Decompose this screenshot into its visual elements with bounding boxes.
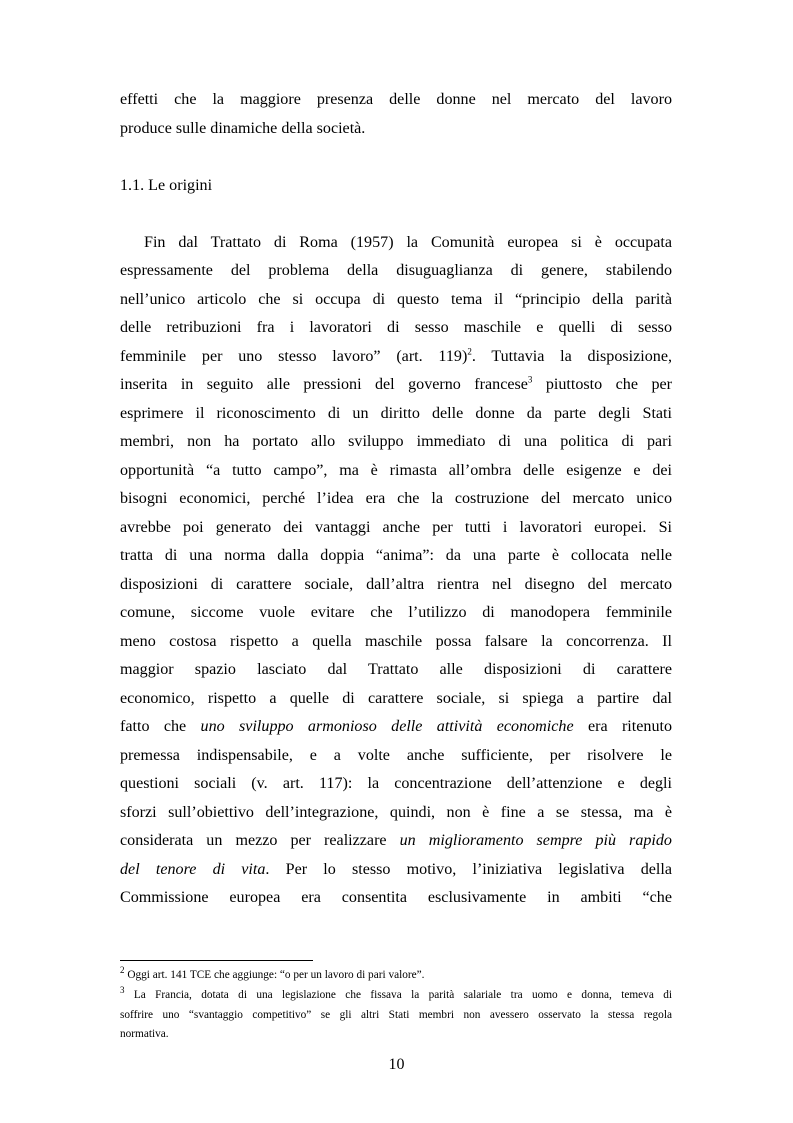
italic-run: un miglioramento sempre più rapido (399, 832, 672, 849)
paragraph-line: maggior spazio lasciato dal Trattato alle disposizioni di carattere (120, 661, 672, 678)
paragraph-line (120, 827, 672, 856)
paragraph-line (120, 713, 672, 742)
paragraph-line: esprimere il riconoscimento di un diritto delle donne da parte degli Stati (120, 404, 672, 422)
footnote-text: La Francia, dotata di una legislazione che fissava la parità salariale tra uomo e donna, temeva di (124, 988, 672, 1001)
text-run: femminile per uno stesso lavoro” (art. 119) (120, 347, 468, 365)
page-body (120, 86, 672, 913)
footnote-3-line: normativa. (120, 1028, 169, 1041)
paragraph-line: premessa indispensabile, e a volte anche sufficiente, per risolvere le (120, 746, 672, 764)
paragraph-line: questioni sociali (v. art. 117): la concentrazione dell’attenzione e degli (120, 775, 672, 792)
text-run: . Tuttavia la disposizione, (471, 347, 672, 365)
text-run: piuttosto che per (532, 376, 672, 393)
paragraph-line: Fin dal Trattato di Roma (1957) la Comunità europea si è occupata (144, 233, 672, 251)
italic-run: del tenore di vita (120, 860, 266, 878)
body-text (120, 86, 672, 913)
paragraph-line: avrebbe poi generato dei vantaggi anche per tutti i lavoratori europei. Si (120, 518, 672, 536)
blank-line (120, 200, 672, 229)
text-run: era ritenuto (573, 718, 673, 735)
paragraph-line: bisogni economici, perché l’idea era che la costruzione del mercato unico (120, 490, 672, 507)
paragraph-line: espressamente del problema della disuguaglianza di genere, stabilendo (120, 262, 672, 279)
paragraph-line (120, 856, 672, 885)
italic-run: uno sviluppo armonioso delle attività economiche (200, 718, 574, 735)
paragraph-line: delle retribuzioni fra i lavoratori di sesso maschile e quelli di sesso (120, 319, 672, 336)
footnote-separator (120, 960, 313, 961)
paragraph-line: membri, non ha portato allo sviluppo immediato di una politica di pari (120, 433, 672, 450)
footnote-text: Oggi art. 141 TCE che aggiunge: “o per un lavoro di pari valore”. (124, 969, 425, 981)
footnote-3-line: soffrire uno “svantaggio competitivo” se gli altri Stati membri non avessero osservato la stessa regola (120, 1008, 672, 1021)
paragraph-line: tratta di una norma dalla doppia “anima”: da una parte è collocata nelle (120, 547, 672, 564)
footnote-2 (120, 966, 672, 986)
footnote-marker: 2 (120, 965, 125, 976)
page-number: 10 (388, 1056, 405, 1073)
footnotes (120, 966, 672, 1045)
paragraph-line: comune, siccome vuole evitare che l’utilizzo di manodopera femminile (120, 604, 672, 621)
section-heading: 1.1. Le origini (120, 176, 213, 194)
paragraph-line: economico, rispetto a quelle di carattere sociale, si spiega a partire dal (120, 689, 672, 707)
intro-line: effetti che la maggiore presenza delle donne nel mercato del lavoro (120, 91, 672, 108)
intro-line: produce sulle dinamiche della società. (120, 119, 366, 137)
text-run: considerata un mezzo per realizzare (120, 832, 400, 849)
footnote-3 (120, 986, 672, 1006)
paragraph-line: sforzi sull’obiettivo dell’integrazione, quindi, non è fine a se stessa, ma è (120, 803, 672, 821)
paragraph-line: nell’unico articolo che si occupa di questo tema il “principio della parità (120, 290, 672, 308)
paragraph-line: opportunità “a tutto campo”, ma è rimasta all’ombra delle esigenze e dei (120, 461, 672, 479)
text-run: fatto che (120, 718, 201, 735)
footnote-ref: 3 (527, 374, 533, 385)
paragraph-line: meno costosa rispetto a quella maschile possa falsare la concorrenza. Il (120, 632, 672, 650)
footnote-ref: 2 (467, 346, 472, 357)
paragraph-line: disposizioni di carattere sociale, dall’altra rientra nel disegno del mercato (120, 575, 672, 593)
text-run: . Per lo stesso motivo, l’iniziativa legislativa della (265, 860, 672, 878)
paragraph-line (120, 343, 672, 372)
blank-line (120, 143, 672, 172)
paragraph-line (120, 371, 672, 400)
text-run: inserita in seguito alle pressioni del governo francese (120, 376, 528, 393)
paragraph-line: Commissione europea era consentita esclusivamente in ambiti “che (120, 889, 672, 906)
footnote-marker: 3 (120, 985, 125, 996)
